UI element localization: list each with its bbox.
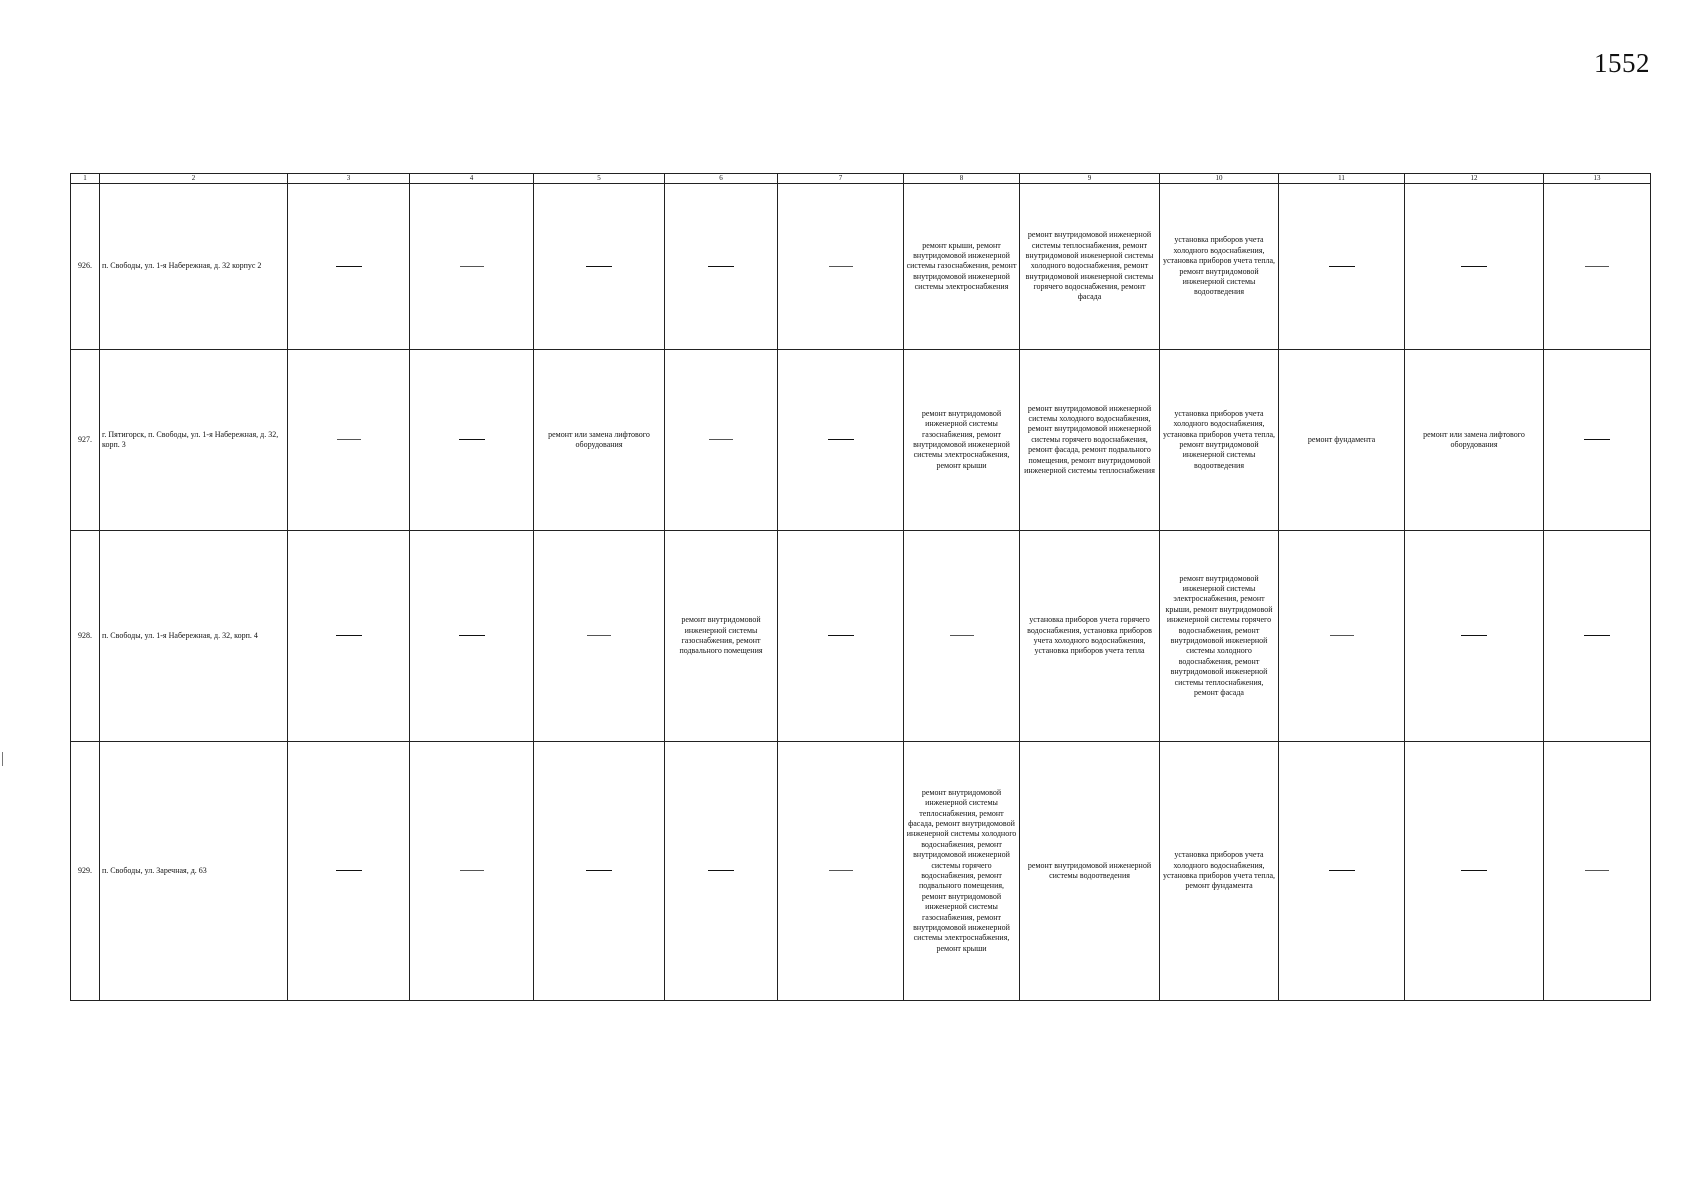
dash-mark [337,439,361,440]
empty-dash-cell [778,184,904,350]
dash-mark [459,439,485,440]
column-number: 11 [1279,174,1405,184]
column-number: 3 [288,174,410,184]
dash-mark [587,635,611,636]
dash-mark [1330,635,1354,636]
column-number: 7 [778,174,904,184]
empty-dash-cell [288,350,410,531]
dash-mark [586,266,612,267]
dash-mark [828,635,854,636]
column-number: 12 [1405,174,1544,184]
table-row [71,184,1651,350]
empty-dash-cell [1544,350,1651,531]
column-number: 10 [1160,174,1279,184]
empty-dash-cell [665,742,778,1001]
dash-mark [709,439,733,440]
table-row [71,531,1651,742]
work-type-cell: установка приборов учета холодного водоснабжения, установка приборов учета тепла, ремонт внутридомовой инженерной системы водоотведения [1160,350,1279,531]
page-number: 1552 [1594,48,1650,78]
empty-dash-cell [410,531,534,742]
table-row [71,350,1651,531]
dash-mark [1585,266,1609,267]
dash-mark [828,439,854,440]
column-number: 6 [665,174,778,184]
work-type-cell: установка приборов учета холодного водоснабжения, установка приборов учета тепла, ремонт внутридомовой инженерной системы водоотведения [1160,184,1279,350]
dash-mark [460,266,484,267]
work-type-cell: ремонт внутридомовой инженерной системы теплоснабжения, ремонт внутридомовой инженерной системы холодного водоснабжения, ремонт внутридомовой инженерной системы горячего водоснабжения, ремонт фасада [1020,184,1160,350]
scan-artifact [2,752,5,766]
empty-dash-cell [410,350,534,531]
empty-dash-cell [904,531,1020,742]
empty-dash-cell [288,184,410,350]
dash-mark [336,635,362,636]
empty-dash-cell [665,350,778,531]
empty-dash-cell [1405,184,1544,350]
work-type-cell: ремонт внутридомовой инженерной системы электроснабжения, ремонт крыши, ремонт внутридомовой инженерной системы горячего водоснабжения, ремонт внутридомовой инженерной системы холодного водоснабжения, ремонт внутридомовой инженерной системы теплоснабжения, ремонт фасада [1160,531,1279,742]
column-number: 9 [1020,174,1160,184]
empty-dash-cell [1405,531,1544,742]
repair-schedule-table [70,173,1651,1001]
address-cell: п. Свободы, ул. 1-я Набережная, д. 32, корп. 4 [100,531,288,742]
empty-dash-cell [778,531,904,742]
empty-dash-cell [665,184,778,350]
column-number: 13 [1544,174,1651,184]
empty-dash-cell [534,742,665,1001]
work-type-cell: ремонт внутридомовой инженерной системы газоснабжения, ремонт внутридомовой инженерной системы электроснабжения, ремонт крыши [904,350,1020,531]
empty-dash-cell [534,184,665,350]
dash-mark [336,870,362,871]
dash-mark [708,266,734,267]
dash-mark [1584,439,1610,440]
column-number: 5 [534,174,665,184]
column-number: 1 [71,174,100,184]
empty-dash-cell [1279,742,1405,1001]
work-type-cell: ремонт фундамента [1279,350,1405,531]
dash-mark [1329,266,1355,267]
empty-dash-cell [410,184,534,350]
dash-mark [1461,266,1487,267]
empty-dash-cell [1544,531,1651,742]
empty-dash-cell [778,742,904,1001]
empty-dash-cell [778,350,904,531]
row-number: 929. [71,742,100,1001]
dash-mark [829,266,853,267]
dash-mark [1461,635,1487,636]
address-cell: г. Пятигорск, п. Свободы, ул. 1-я Набережная, д. 32, корп. 3 [100,350,288,531]
dash-mark [1584,635,1610,636]
dash-mark [708,870,734,871]
work-type-cell: установка приборов учета холодного водоснабжения, установка приборов учета тепла, ремонт фундамента [1160,742,1279,1001]
empty-dash-cell [1279,531,1405,742]
dash-mark [336,266,362,267]
dash-mark [460,870,484,871]
dash-mark [459,635,485,636]
empty-dash-cell [1544,184,1651,350]
dash-mark [829,870,853,871]
empty-dash-cell [534,531,665,742]
dash-mark [586,870,612,871]
empty-dash-cell [1544,742,1651,1001]
column-number: 2 [100,174,288,184]
empty-dash-cell [1279,184,1405,350]
empty-dash-cell [1405,742,1544,1001]
row-number: 927. [71,350,100,531]
work-type-cell: ремонт внутридомовой инженерной системы теплоснабжения, ремонт фасада, ремонт внутридомовой инженерной системы холодного водоснабжения, ремонт внутридомовой инженерной системы горячего водоснабжения, ремонт подвального помещения, ремонт внутридомовой инженерной системы газоснабжения, ремонт внутридомовой инженерной системы электроснабжения, ремонт крыши [904,742,1020,1001]
work-type-cell: ремонт внутридомовой инженерной системы водоотведения [1020,742,1160,1001]
column-number-row [71,174,1651,184]
empty-dash-cell [410,742,534,1001]
work-type-cell: ремонт внутридомовой инженерной системы газоснабжения, ремонт подвального помещения [665,531,778,742]
table-body [71,184,1651,1001]
work-type-cell: ремонт крыши, ремонт внутридомовой инженерной системы газоснабжения, ремонт внутридомовой инженерной системы электроснабжения [904,184,1020,350]
work-type-cell: ремонт или замена лифтового оборудования [534,350,665,531]
address-cell: п. Свободы, ул. 1-я Набережная, д. 32 корпус 2 [100,184,288,350]
row-number: 926. [71,184,100,350]
work-type-cell: ремонт или замена лифтового оборудования [1405,350,1544,531]
row-number: 928. [71,531,100,742]
work-type-cell: ремонт внутридомовой инженерной системы холодного водоснабжения, ремонт внутридомовой инженерной системы горячего водоснабжения, ремонт фасада, ремонт подвального помещения, ремонт внутридомовой инженерной системы теплоснабжения [1020,350,1160,531]
table-row [71,742,1651,1001]
dash-mark [1329,870,1355,871]
dash-mark [1461,870,1487,871]
empty-dash-cell [288,531,410,742]
address-cell: п. Свободы, ул. Заречная, д. 63 [100,742,288,1001]
work-type-cell: установка приборов учета горячего водоснабжения, установка приборов учета холодного водоснабжения, установка приборов учета тепла [1020,531,1160,742]
dash-mark [1585,870,1609,871]
dash-mark [950,635,974,636]
column-number: 8 [904,174,1020,184]
column-number: 4 [410,174,534,184]
empty-dash-cell [288,742,410,1001]
